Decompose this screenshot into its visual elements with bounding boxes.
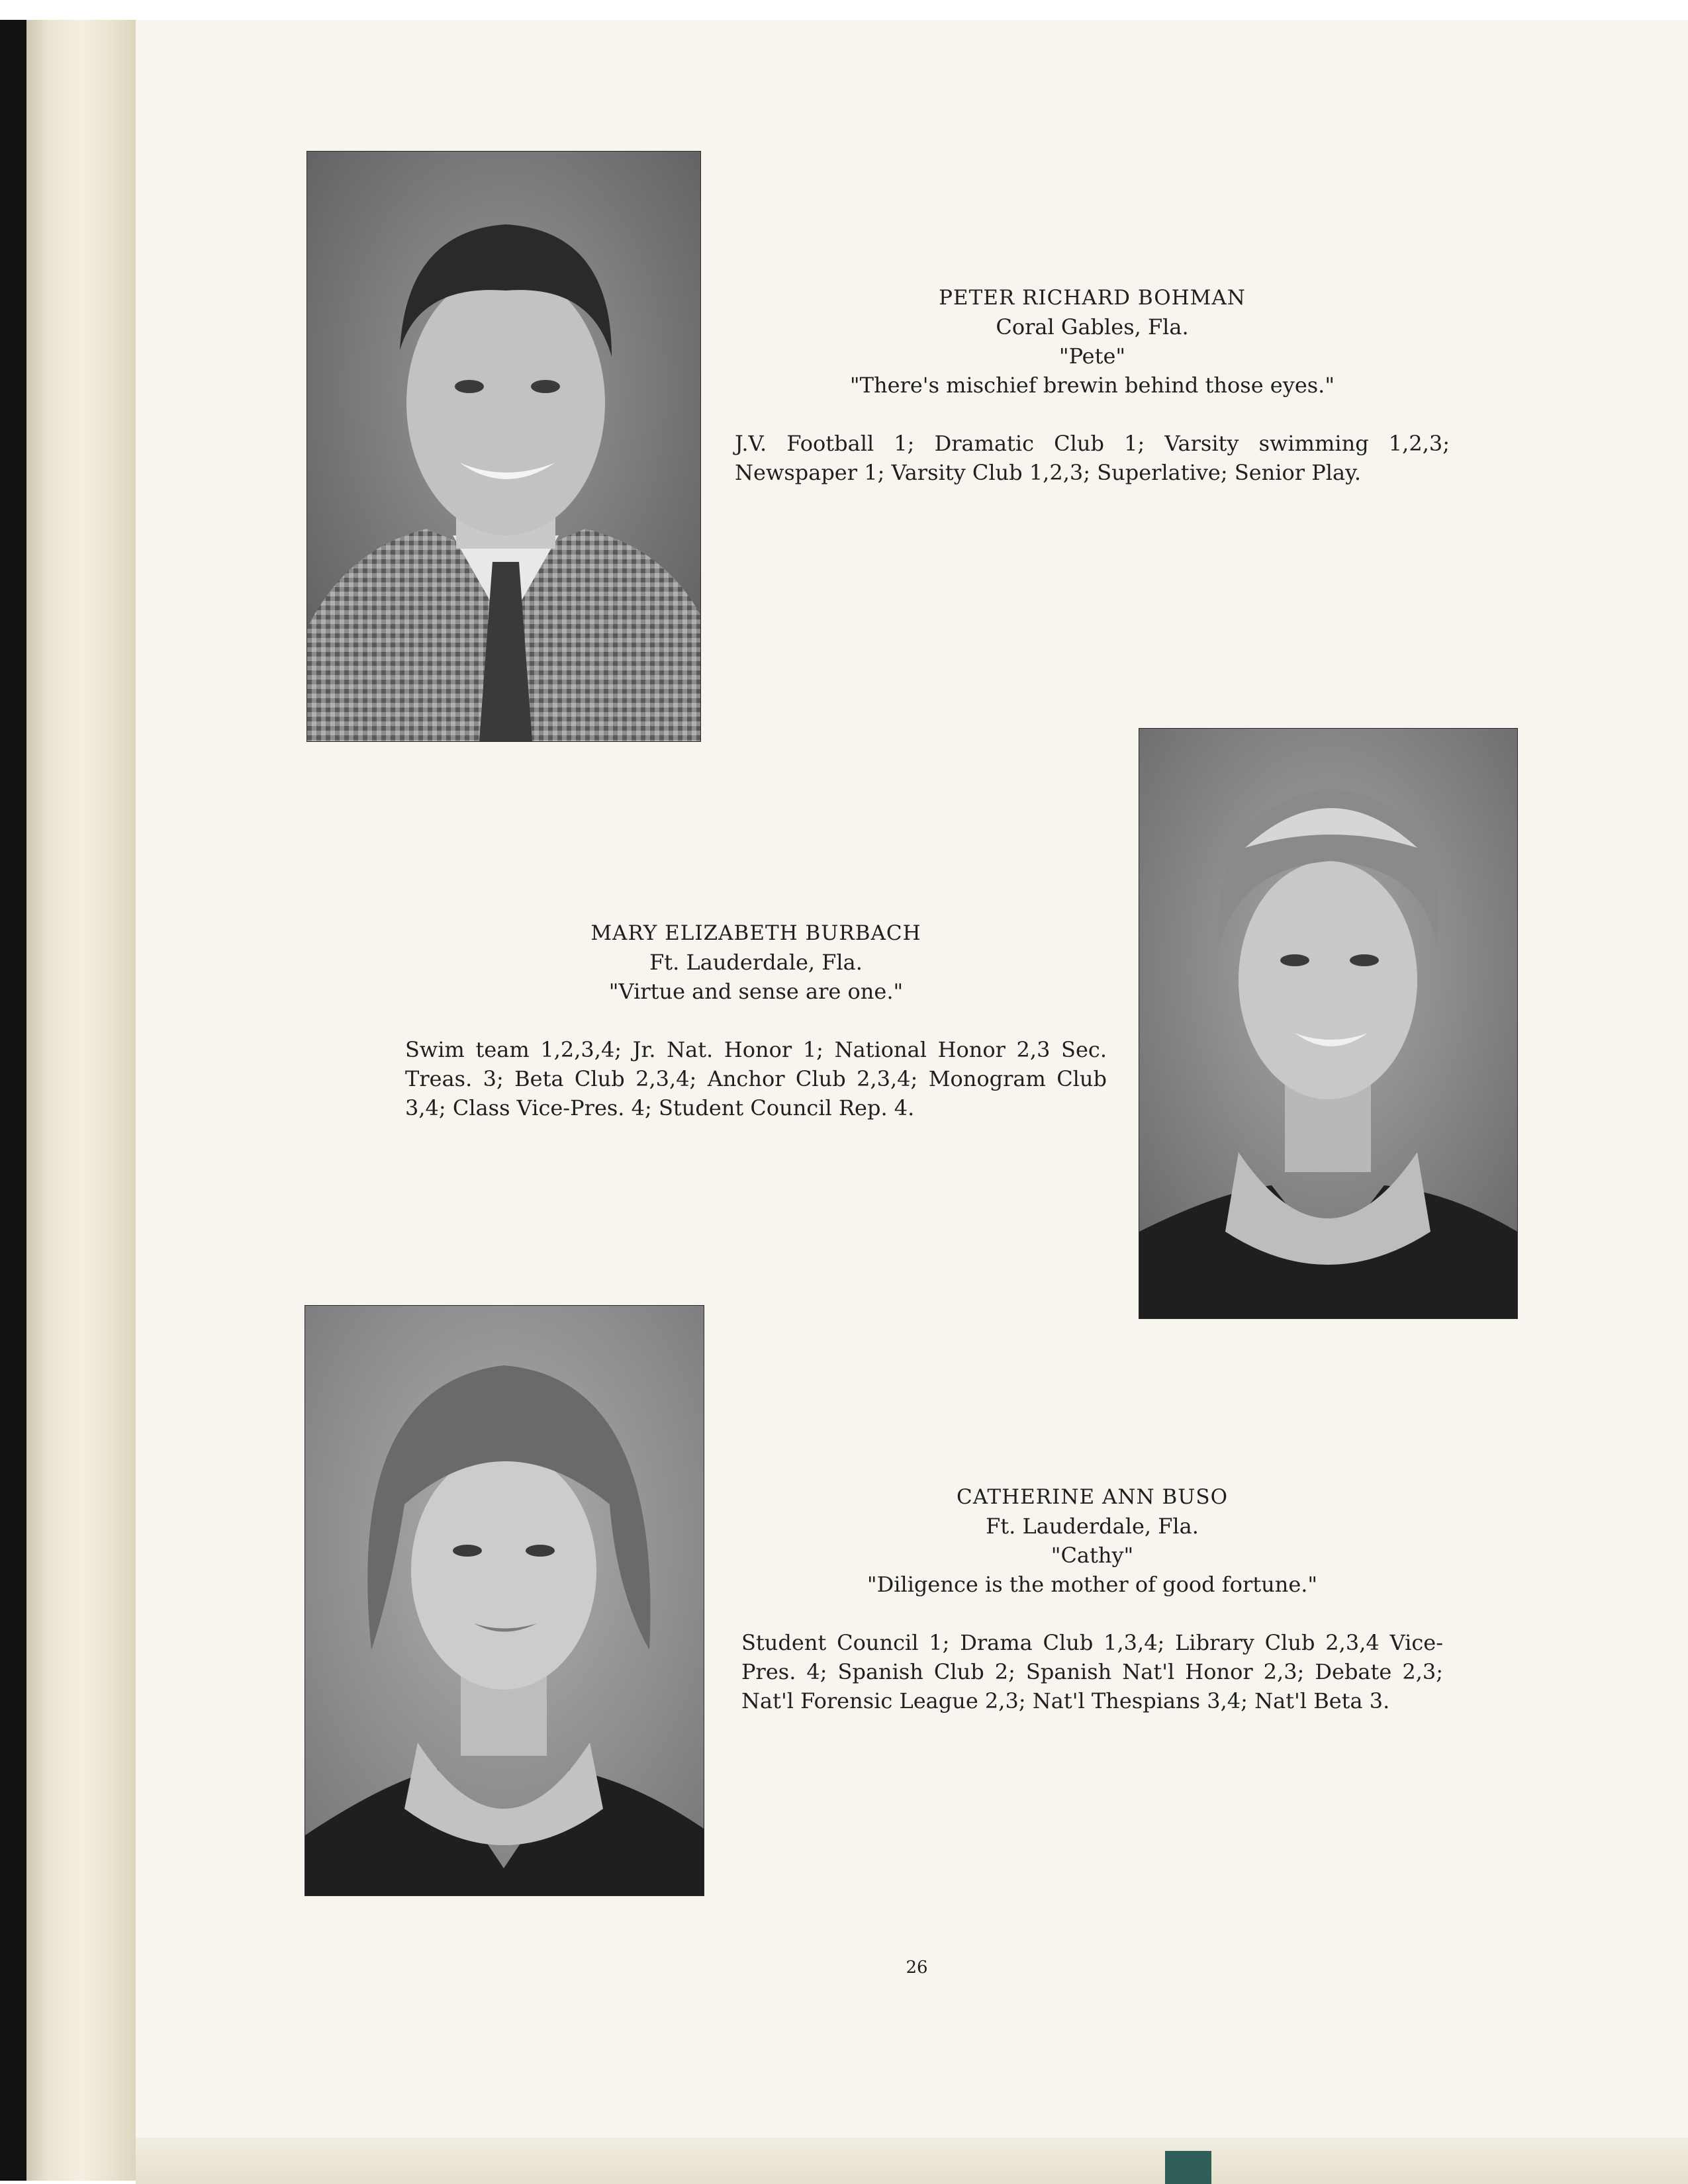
student-nickname: "Pete": [1058, 343, 1126, 369]
portrait-catherine-buso: [305, 1305, 704, 1896]
entry-mary-burbach: [405, 919, 1107, 1122]
student-nickname: "Cathy": [1051, 1543, 1134, 1568]
student-hometown: Ft. Lauderdale, Fla.: [649, 950, 863, 975]
book-page-edges: [26, 20, 136, 2181]
student-hometown: Coral Gables, Fla.: [996, 314, 1189, 340]
student-name: MARY ELIZABETH BURBACH: [590, 921, 921, 945]
portrait-mary-burbach-image: [1139, 729, 1517, 1318]
portrait-peter-bohman-image: [307, 152, 700, 741]
student-quote: "Virtue and sense are one.": [608, 979, 904, 1004]
entry-peter-bohman: [735, 283, 1450, 487]
student-activities: J.V. Football 1; Dramatic Club 1; Varsity swimming 1,2,3; Newspaper 1; Varsity Club 1,2,3; Superlative; Senior Play.: [735, 431, 1450, 485]
student-quote: "Diligence is the mother of good fortune.": [867, 1572, 1318, 1597]
bookmark-tab: [1165, 2151, 1211, 2184]
page-bottom-edge: [136, 2138, 1688, 2184]
portrait-mary-burbach: [1139, 728, 1518, 1319]
student-activities: Swim team 1,2,3,4; Jr. Nat. Honor 1; National Honor 2,3 Sec. Treas. 3; Beta Club 2,3,4; Anchor Club 2,3,4; Monogram Club 3,4; Class Vice-Pres. 4; Student Council Rep. 4.: [405, 1037, 1107, 1120]
portrait-peter-bohman: [306, 151, 701, 742]
entry-catherine-buso: [741, 1482, 1443, 1715]
student-hometown: Ft. Lauderdale, Fla.: [986, 1514, 1199, 1539]
book-spine-shadow: [0, 20, 26, 2181]
student-activities: Student Council 1; Drama Club 1,3,4; Library Club 2,3,4 Vice-Pres. 4; Spanish Club 2; Spanish Nat'l Honor 2,3; Debate 2,3; Nat'l Forensic League 2,3; Nat'l Thespians 3,4; Nat'l Beta 3.: [741, 1630, 1443, 1713]
student-name: CATHERINE ANN BUSO: [957, 1485, 1228, 1509]
student-name: PETER RICHARD BOHMAN: [939, 286, 1246, 310]
portrait-catherine-buso-image: [305, 1306, 704, 1895]
student-quote: "There's mischief brewin behind those eyes.": [849, 373, 1335, 398]
page-number: 26: [906, 1958, 928, 1978]
